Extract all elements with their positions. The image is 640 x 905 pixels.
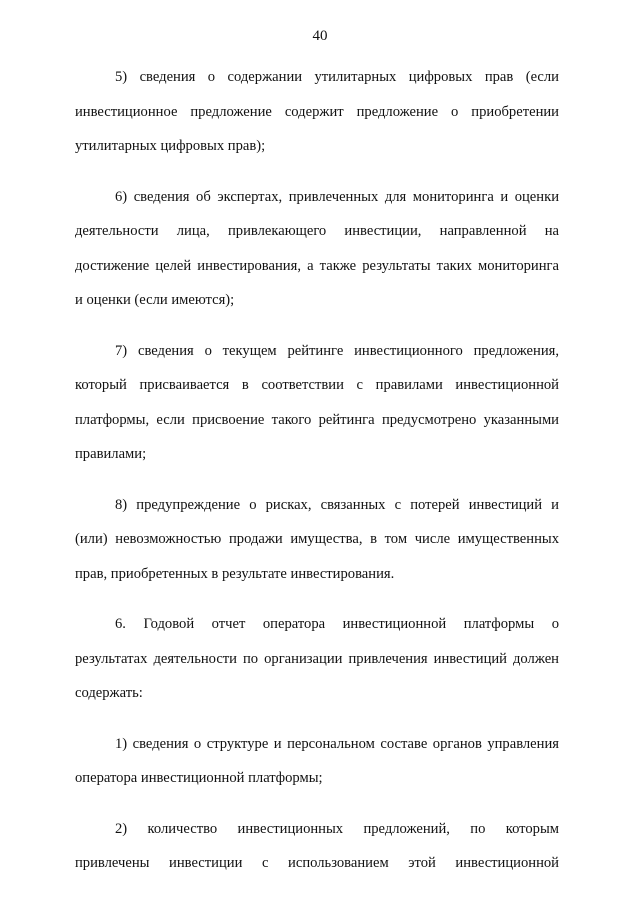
text-line: платформы, если присвоение такого рейтинга предусмотрено указанными [75,411,559,428]
paragraph-item-8 [75,488,559,592]
paragraph-item-7 [75,334,559,472]
text-line: содержать: [75,685,143,701]
paragraph-sub-item-1 [75,727,559,796]
text-line: привлечены инвестиции с использованием этой инвестиционной [75,855,559,871]
text-line: 2) количество инвестиционных предложений, по которым [115,820,559,837]
text-line: достижение целей инвестирования, а также результаты таких мониторинга [75,257,559,274]
text-line: (или) невозможностью продажи имущества, в том числе имущественных [75,531,559,547]
text-line: 6) сведения об экспертах, привлеченных для мониторинга и оценки [115,188,559,205]
paragraph-item-5 [75,60,559,164]
text-line: и оценки (если имеются); [75,292,235,308]
text-line: 5) сведения о содержании утилитарных цифровых прав (если [115,69,559,85]
text-line: оператора инвестиционной платформы; [75,770,323,786]
text-line: правилами; [75,446,147,462]
paragraph-item-6 [75,180,559,318]
paragraph-section-6 [75,607,559,711]
text-line: деятельности лица, привлекающего инвестиции, направленной на [75,223,559,239]
document-body [75,60,559,897]
text-line: 1) сведения о структуре и персональном составе органов управления [115,735,559,752]
text-line: утилитарных цифровых прав); [75,138,266,154]
text-line: результатах деятельности по организации привлечения инвестиций должен [75,650,559,667]
text-line: прав, приобретенных в результате инвестирования. [75,565,395,582]
text-line: 7) сведения о текущем рейтинге инвестиционного предложения, [115,342,559,359]
text-line: который присваивается в соответствии с правилами инвестиционной [75,377,559,393]
paragraph-sub-item-2 [75,812,559,881]
text-line: 8) предупреждение о рисках, связанных с потерей инвестиций и [115,496,559,513]
text-line: инвестиционное предложение содержит предложение о приобретении [75,103,559,120]
text-line: 6. Годовой отчет оператора инвестиционной платформы о [115,616,559,632]
page-number: 40 [312,28,328,44]
